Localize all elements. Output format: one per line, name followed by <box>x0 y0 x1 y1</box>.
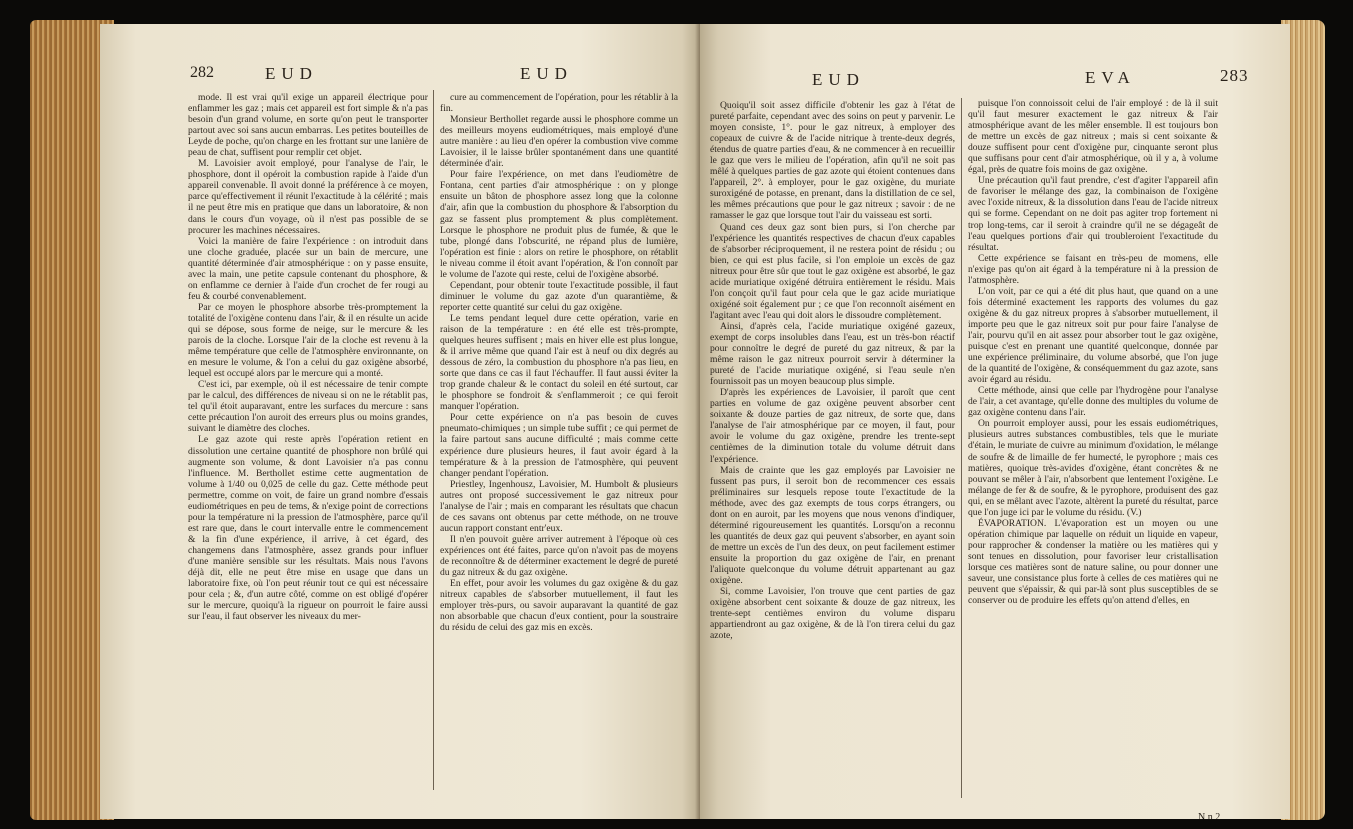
paragraph: ÉVAPORATION. L'évaporation est un moyen ou une opération chimique par laquelle on réduit un liquide en vapeur, pour rapprocher & condenser la matière ou les matières qui y sont tenues en dissolution, pour favoriser leur cristallisation lorsque ces matières sont de nature saline, ou pour donner une saveur, une consistance plus forte à celles de ces matières qui ne peuvent que s'épaissir, & qui par-là sont plus susceptibles de se conserver ou de produire les effets qu'on attend d'elles, en <box>968 517 1218 607</box>
paragraph: Pour faire l'expérience, on met dans l'eudiomètre de Fontana, cent parties d'air atmosphérique : on y plonge ensuite un bâton de phosphore assez long que la colonne d'air, afin que la combustion du phosphore & l'absorption du gaz se fassent plus promptement & plus complètement. Lorsque le phosphore ne produit plus de fumée, & que le tube, plongé dans l'obscurité, ne répand plus de lumière, l'opération est finie : alors on retire le phosphore, on rétablit le niveau comme il étoit avant l'opération, & l'on connoît par le volume de l'azote qui reste, celui de l'oxigène absorbé. <box>440 169 678 280</box>
paragraph: Si, comme Lavoisier, l'on trouve que cent parties de gaz oxigène absorbent cent soixante & douze de gaz nitreux, les trente-sept centièmes environ du volume disparu appartiendront au gaz oxigène, & de là l'on tirera celui du gaz azote, <box>710 586 955 642</box>
left-page <box>100 24 700 819</box>
paragraph: D'après les expériences de Lavoisier, il paroît que cent parties en volume de gaz oxigène peuvent absorber cent soixante & douze parties de gaz nitreux, de sorte que, dans l'analyse de l'air atmosphérique par ce moyen, il faut, pour avoir le volume du gaz oxigène, prendre les trente-sept centièmes de la diminution totale du volume détruit dans l'expérience. <box>710 387 955 465</box>
paragraph: Quand ces deux gaz sont bien purs, si l'on cherche par l'expérience les quantités respectives de chacun d'eux capables de s'absorber réciproquement, il ne restera point de résidu ; ou bien, ce qui est plus facile, si l'on emploie un excès de gaz nitreux pour être sûr que tout le gaz oxigène est absorbé, le gaz acide muriatique oxigéné détruira entièrement le résidu. Mais l'on conçoit qu'il faut pour cela que le gaz acide muriatique oxigéné soit également pur ; ce que l'on reconnoît aisément en l'agitant avec l'eau qui doit alors le dissoudre complètement. <box>710 221 955 321</box>
paragraph: Une précaution qu'il faut prendre, c'est d'agiter l'appareil afin de favoriser le mélange des gaz, la combinaison de l'oxigène avec l'oxide nitreux, & la dissolution dans l'eau de l'acide nitreux qui se forme. Cependant on ne doit pas agiter trop fortement ni trop long-tems, car il seroit à craindre qu'il ne se dégageât de l'eau quelques portions d'air qui troubleroient l'exactitude du résultat. <box>968 175 1218 253</box>
paragraph: Quoiqu'il soit assez difficile d'obtenir les gaz à l'état de pureté parfaite, cependant avec des soins on peut y parvenir. Le moyen consiste, 1°. pour le gaz nitreux, à employer des copeaux de cuivre & de l'acide nitrique à trente-deux degrés, étendus de quatre parties d'eau, & ne commencer à en recueillir le gaz que vers le milieu de l'opération, afin qu'il ne soit pas mêlé à quelques parties de gaz azote qui étoient contenues dans l'appareil, 2°. à employer, pour le gaz oxigène, du muriate suroxigéné de potasse, en prenant, dans la distillation de ce sel, les mêmes précautions que pour le gaz nitreux ; savoir : de ne ramasser le gaz que lorsque tout l'air du vaisseau est sorti. <box>710 100 955 222</box>
left-header-word-1: EUD <box>265 64 318 83</box>
right-header-word-1: EUD <box>812 70 865 89</box>
paragraph: Priestley, Ingenhousz, Lavoisier, M. Humbolt & plusieurs autres ont proposé successivement le gaz nitreux pour l'analyse de l'air ; mais en comparant les résultats que chacun de ces savans ont obtenus par cette méthode, on ne trouve aucun rapport constant entr'eux. <box>440 478 678 534</box>
paragraph: Il n'en pouvoit guère arriver autrement à l'époque où ces expériences ont été faites, parce qu'on n'avoit pas de moyens de reconnoître & de déterminer exactement le degré de pureté du gaz nitreux & du gaz oxigène. <box>440 533 678 579</box>
paragraph: cure au commencement de l'opération, pour les rétablir à la fin. <box>440 92 678 115</box>
right-page <box>700 24 1290 819</box>
paragraph: Cette expérience se faisant en très-peu de momens, elle n'exige pas qu'on ait égard à la température ni à la pression de l'atmosphère. <box>968 252 1218 286</box>
paragraph: On pourroit employer aussi, pour les essais eudiométriques, plusieurs autres substances combustibles, tels que le muriate d'étain, le muriate de cuivre au minimum d'oxidation, le mélange de soufre & de limaille de fer humecté, le pyrophore ; mais ces matières, quoique très-avides d'oxigène, étant concrètes & ne pouvant se mêler à l'air, n'absorbent que lentement l'oxigène. Le mélange de fer & de soufre, & le pyrophore, produisent des gaz qui, en se mêlant avec l'azote, altèrent la pureté du résultat, parce que l'on juge ici par le volume du résidu. (V.) <box>968 418 1218 518</box>
paragraph: Le gaz azote qui reste après l'opération retient en dissolution une certaine quantité de phosphore non brûlé qui augmente son volume, & dont Lavoisier n'a pas connu l'influence. M. Berthollet estime cette augmentation de volume à 1/40 ou 0,025 de celle du gaz. Cette méthode peut permettre, comme on voit, de faire un grand nombre d'essais eudiométriques en peu de tems, & n'exige point de corrections pour la température ni la pression de l'atmosphère, parce qu'il est rare que, dans le court intervalle entre le commencement & la fin d'une expérience, il arrive, à cet égard, des changemens dans l'atmosphère, assez grands pour influer d'une manière sensible sur les résultats. Mais nous l'avons déjà dit, elle ne peut être mise en usage que dans un laboratoire fixe, où l'on peut réunir tout ce qui est nécessaire pour cela ; &, d'un autre côté, comme on est obligé d'opérer sur le mercure, quoiqu'à la rigueur on pourroit le faire aussi sur l'eau, il faut observer les niveaux du mer- <box>188 434 428 623</box>
right-column-1 <box>710 100 955 641</box>
paragraph: Monsieur Berthollet regarde aussi le phosphore comme un des meilleurs moyens eudiométriques, mais employé d'une autre manière : au lieu d'en opérer la combustion vive comme Lavoisier, il le laisse brûler spontanément dans une quantité déterminée d'air. <box>440 114 678 170</box>
left-column-2 <box>440 92 678 633</box>
book <box>30 14 1325 826</box>
paragraph: Par ce moyen le phosphore absorbe très-promptement la totalité de l'oxigène contenu dans l'air, & il en résulte un acide qui se dépose, sous forme de neige, sur le mercure & les parois de la cloche. Lorsque l'air de la cloche est revenu à la même température que celle de l'atmosphère environnante, on en mesure le volume, & l'on a celui du gaz oxigène absorbé, lequel est occupé alors par le mercure qui a monté. <box>188 301 428 380</box>
left-column-1 <box>188 92 428 622</box>
left-page-number: 282 <box>190 64 214 81</box>
right-page-number: 283 <box>1220 66 1249 85</box>
right-column-2 <box>968 98 1218 606</box>
paragraph: L'on voit, par ce qui a été dit plus haut, que quand on a une fois déterminé exactement les rapports des volumes du gaz oxigène & du gaz nitreux propres à s'absorber mutuellement, il importe peu que le gaz nitreux soit pur pour faire l'analyse de l'air, pourvu qu'il en ait assez pour absorber tout le gaz oxigène, puisque c'est en prenant une quantité quelconque, donnée par une expérience préliminaire, du volume absorbé, que l'on juge de la quantité de l'oxigène, & conséquemment du gaz azote, sans avoir égard au résidu. <box>968 285 1218 386</box>
paragraph: Voici la manière de faire l'expérience : on introduit dans une cloche graduée, placée sur un bain de mercure, une quantité déterminée d'air atmosphérique : on y passe ensuite, avec la main, une petite capsule contenant du phosphore, & on enflamme ce dernier à l'aide d'un crochet de fer rougi au feu & courbé convenablement. <box>188 235 428 302</box>
paragraph: M. Lavoisier avoit employé, pour l'analyse de l'air, le phosphore, dont il opéroit la combustion rapide à l'aide d'un appareil convenable. Il avoit donné la préférence à ce moyen, parce qu'effectivement il réunit l'exactitude à la célérité ; mais il ne peut être mis en pratique que dans un laboratoire, & non dans le cours d'un voyage, où il n'est pas possible de se procurer les machines nécessaires. <box>188 158 428 236</box>
right-header-word-2: EVA <box>1085 68 1136 87</box>
paragraph: Le tems pendant lequel dure cette opération, varie en raison de la température : en été elle est très-prompte, quelques heures suffisent ; mais en hiver elle est plus longue, & il arrive même que quand l'air est à neuf ou dix degrés au dessous de zéro, la combustion du phosphore n'a pas lieu, en sorte que dans ce cas il faut l'échauffer. Il faut aussi éviter la trop grande chaleur & le contact du soleil en été surtout, car le phosphore se fondroit & s'enflammeroit ; ce qui feroit manquer l'opération. <box>440 312 678 413</box>
paragraph: puisque l'on connoissoit celui de l'air employé : de là il suit qu'il faut mesurer exactement le gaz nitreux & l'air atmosphérique avant de les mêler ensemble. Il est toujours bon de mettre un excès de gaz nitreux ; mais si cent soixante & douze suffisent pour cent d'oxigène pur, cinquante seront plus que suffisans pour cent d'air atmosphérique, où il y a, à volume égal, près de quatre fois moins de gaz oxigène. <box>968 98 1218 176</box>
paragraph: Ainsi, d'après cela, l'acide muriatique oxigéné gazeux, exempt de corps insolubles dans l'eau, est un très-bon réactif pour connoître le degré de pureté du gaz nitreux, & par la même raison le gaz nitreux pourroit servir à déterminer la pureté de l'acide muriatique oxigéné, si l'eau seule n'en fournissoit pas un moyen beaucoup plus simple. <box>710 320 955 388</box>
paragraph: C'est ici, par exemple, où il est nécessaire de tenir compte par le calcul, des différences de niveau si on ne le rétablit pas, tel qu'il étoit auparavant, entre les surfaces du mercure : sans cette précaution l'on auroit des erreurs plus ou moins grandes, suivant le diamètre des cloches. <box>188 379 428 435</box>
paragraph: Cependant, pour obtenir toute l'exactitude possible, il faut diminuer le volume du gaz azote d'un quarantième, & reporter cette quantité sur celui du gaz oxigène. <box>440 279 678 313</box>
left-header-word-2: EUD <box>520 64 573 83</box>
paragraph: Cette méthode, ainsi que celle par l'hydrogène pour l'analyse de l'air, a cet avantage, qu'elle donne des multiples du volume de gaz oxigène contenu dans l'air. <box>968 385 1218 419</box>
left-column-rule <box>433 90 434 790</box>
signature-mark: N n 2 <box>1198 812 1221 819</box>
right-column-rule <box>961 98 962 798</box>
paragraph: mode. Il est vrai qu'il exige un appareil électrique pour enflammer les gaz ; mais cet appareil est fort simple & n'a pas besoin d'un grand volume, en sorte qu'on peut le transporter partout avec soi sans aucun embarras. Les petites bouteilles de Leyde de poche, qu'on charge en les frottant sur une lanière de peau de chat, suffisent pour remplir cet objet. <box>188 92 428 159</box>
paragraph: Pour cette expérience on n'a pas besoin de cuves pneumato-chimiques ; un simple tube suffit ; ce qui permet de la faire partout sans aucune difficulté ; mais comme cette expérience dure plusieurs heures, il faut avoir égard à la température & à la pression de l'atmosphère, qui peuvent changer pendant l'opération. <box>440 412 679 479</box>
paragraph: Mais de crainte que les gaz employés par Lavoisier ne fussent pas purs, il seroit bon de recommencer ces essais préliminaires sur lesquels repose toute l'exactitude de la méthode, avec des gaz exempts de tous corps étrangers, ou dont on en auroit, par les moyens que nous venons d'indiquer, déterminé rigoureusement les quantités. Lorsqu'on a reconnu les quantités de deux gaz qui peuvent s'absorber, en ayant soin de mettre un excès de l'un des deux, on peut facilement estimer ensuite la proportion du gaz oxigène de l'air, en prenant l'aliquote quelconque du volume détruit appartenant au gaz oxigène. <box>710 464 955 587</box>
paragraph: En effet, pour avoir les volumes du gaz oxigène & du gaz nitreux capables de s'absorber mutuellement, il faut les employer très-purs, ou savoir auparavant la quantité de gaz non absorbable que chacun d'eux contient, pour la soustraire du résidu de celui des gaz mis en excès. <box>440 578 678 634</box>
